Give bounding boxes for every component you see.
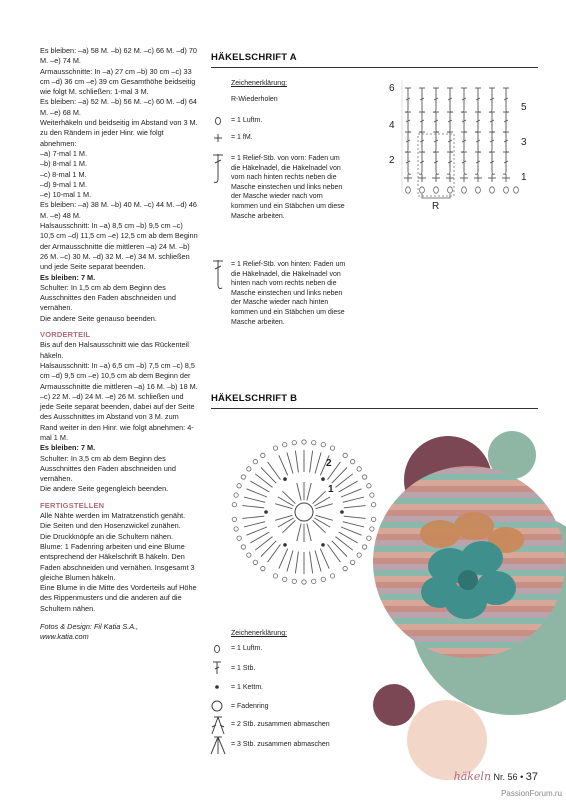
paragraph: Die andere Seite genauso beenden. <box>40 313 157 323</box>
chain-stitch <box>247 553 251 557</box>
paragraph: Weiterhäkeln und beidseitig im Abstand von 3 M. zu den Rändern in jeder Hinr. wie folgt abnehmen: <box>40 118 198 148</box>
chain-stitch <box>362 475 366 479</box>
paragraph: Die Druckknöpfe an die Schultern nähen. <box>40 531 174 541</box>
chain-stitch <box>302 440 306 444</box>
paragraph: Die andere Seite gegengleich beenden. <box>40 484 169 494</box>
petal-stitch <box>261 467 276 483</box>
petal-stitch <box>244 522 265 527</box>
row-label-4: 4 <box>389 120 395 131</box>
post-hook <box>464 172 467 174</box>
chart-a-grid <box>388 80 538 220</box>
chain-stitch-icon <box>210 642 224 656</box>
watermark: PassionForum.ru <box>501 789 562 798</box>
slip-stitch <box>340 510 344 514</box>
legend-title: Zeichenerklärung: <box>231 80 288 87</box>
petal-stitch <box>268 544 281 562</box>
legend-repeat: R-Wiederholen <box>231 96 278 103</box>
slip-stitch <box>283 543 287 547</box>
row-label-5: 5 <box>521 102 527 113</box>
post-hook <box>419 172 422 174</box>
inner-stitch <box>275 504 292 509</box>
paragraph: Eine Blume in die Mitte des Vorderteils auf Höhe des Rippenmusters und die anderen auf die Schultern nähen. <box>40 583 197 613</box>
page-number: 37 <box>525 771 538 783</box>
page-footer: häkeln Nr. 56 • 37 <box>453 770 538 783</box>
section-heading-fertigstellen: FERTIGSTELLEN <box>40 500 105 510</box>
chain-stitch <box>462 187 467 193</box>
chain-stitch <box>253 459 257 463</box>
chain-stitch <box>241 545 245 549</box>
paragraph: Armausschnitte: In –a) 27 cm –b) 30 cm –c) 33 cm –d) 36 cm –e) 39 cm Gesamthöhe beidseitig wie folgt M. schließen: 1-mal 3 M. <box>40 66 196 97</box>
divider <box>211 67 538 68</box>
chain-stitch <box>434 187 439 193</box>
legend-relief-vorn: = 1 Relief-Stb. von vorn: Faden um die Häkelnadel, die Häkelnadel von vorn nach hinten rechts neben die Masche einstechen und links neben der Masche wieder nach vorn kommen und ein Stäbchen um diese Masche arbeiten. <box>231 155 345 220</box>
paragraph: Es bleiben: –a) 52 M. –b) 56 M. –c) 60 M. –d) 64 M. –e) 68 M. <box>40 97 197 117</box>
chain-stitch <box>350 459 354 463</box>
inner-stitch <box>316 504 333 509</box>
paragraph: –a) 7-mal 1 M. <box>40 148 88 158</box>
chain-stitch <box>362 545 366 549</box>
crochet-chart-b <box>222 420 382 600</box>
chain-stitch <box>367 536 371 540</box>
chain-stitch <box>350 560 354 564</box>
legend-b-kettm: = 1 Kettm. <box>231 684 264 691</box>
legend-b-luftm: = 1 Luftm. <box>231 645 263 652</box>
inner-stitch <box>282 520 295 533</box>
petal-stitch <box>343 497 364 502</box>
petal-stitch <box>341 527 361 535</box>
petal-stitch <box>247 489 267 497</box>
inner-stitch <box>314 497 330 506</box>
chain-stitch <box>292 440 296 444</box>
section-title-schrift-b: HÄKELSCHRIFT B <box>211 393 298 404</box>
petal-stitch <box>320 549 329 569</box>
chain-stitch <box>312 440 316 444</box>
legend-luftm: = 1 Luftm. <box>231 117 263 124</box>
petal-stitch <box>344 516 366 518</box>
chain-stitch <box>237 484 241 488</box>
magazine-brand: häkeln <box>453 770 492 783</box>
paragraph: Blume: 1 Fadenring arbeiten und eine Blume entsprechend der Häkelschrift B häkeln. Den Faden abschneiden und vernähen. Insgesamt 3 gleiche Blumen häkeln. <box>40 541 195 582</box>
slip-stitch <box>283 477 287 481</box>
chain-stitch <box>273 446 277 450</box>
petal-stitch <box>328 544 341 562</box>
crochet-chart-a <box>388 80 538 220</box>
chain-stitch-icon <box>212 114 224 128</box>
chain-stitch <box>371 502 375 506</box>
chain-stitch <box>283 443 287 447</box>
paragraph: Schulter: In 1,5 cm ab dem Beginn des Ausschnittes den Faden abschneiden und vernähen. <box>40 282 176 313</box>
chain-stitch <box>241 475 245 479</box>
paragraph: Halsausschnitt: In –a) 6,5 cm –b) 7,5 cm –c) 8,5 cm –d) 9,5 cm –e) 10,5 cm ab dem Beginn der Armausschnitte die mittleren –a) 16 M. –b) 18 M. –c) 22 M. –d) 24 M. –e) 26 M. schließen und jede Seite separat beenden, dabei auf der Seite des Ausschnittes im Abstand von 3 M. zum Rand weiter in den Hinr. wie folgt abnehmen: 4-mal 1 M. <box>40 360 198 442</box>
chain-stitch <box>232 517 236 521</box>
slip-stitch <box>321 477 325 481</box>
slip-stitch <box>264 510 268 514</box>
divider <box>211 408 538 409</box>
chain-stitch <box>371 517 375 521</box>
petal-stitch <box>315 550 321 571</box>
legend-b-stb2: = 2 Stb. zusammen abmaschen <box>231 721 330 728</box>
petal-stitch <box>287 550 293 571</box>
flower-photo <box>370 462 566 662</box>
front-post-dc-icon <box>210 152 226 186</box>
chain-stitch <box>476 187 481 193</box>
inner-stitch <box>278 518 294 527</box>
inner-stitch <box>314 518 330 527</box>
paragraph: Es bleiben: –a) 38 M. –b) 40 M. –c) 44 M. –d) 46 M. –e) 48 M. <box>40 200 197 220</box>
petal-stitch <box>279 549 288 569</box>
petal-stitch <box>295 451 298 473</box>
legend-b-fadenring: = Fadenring <box>231 703 269 710</box>
chain-stitch <box>448 187 453 193</box>
chain-stitch <box>302 580 306 584</box>
petal-stitch <box>242 516 264 518</box>
chain-stitch <box>514 187 519 193</box>
paragraph: Halsausschnitt: In –a) 8,5 cm –b) 9,5 cm –c) 10,5 cm –d) 11,5 cm –e) 12,5 cm ab dem Beginn der Armausschnitte die mittleren –a) 24 M. –b) 26 M. –c) 30 M. –d) 32 M. –e) 34 M. schließen und jede Seite separat beenden. <box>40 221 198 272</box>
chain-stitch <box>273 574 277 578</box>
chain-stitch <box>357 553 361 557</box>
instructions-column <box>40 46 198 643</box>
post-hook <box>447 172 450 174</box>
petal-stitch <box>242 506 264 508</box>
petal-stitch <box>310 552 313 574</box>
row-label-2: 2 <box>389 155 395 166</box>
paragraph: –b) 8-mal 1 M. <box>40 159 88 169</box>
back-post-dc-icon <box>210 258 226 292</box>
post-hook <box>492 172 495 174</box>
chain-stitch <box>370 493 374 497</box>
inner-stitch <box>297 524 301 541</box>
single-crochet-icon <box>212 132 224 144</box>
petal-stitch <box>332 467 347 483</box>
inner-stitch <box>297 483 301 500</box>
dc3tog-icon <box>208 734 228 756</box>
petal-stitch <box>261 541 276 557</box>
round-label-2: 2 <box>326 458 332 469</box>
inner-stitch <box>313 491 326 504</box>
section-title-schrift-a: HÄKELSCHRIFT A <box>211 52 297 63</box>
petal-stitch <box>279 455 288 475</box>
petal-stitch <box>295 552 298 574</box>
chain-stitch <box>234 493 238 497</box>
petal-stitch <box>341 489 361 497</box>
chain-stitch <box>420 187 425 193</box>
paragraph: Es bleiben: 7 M. <box>40 443 96 453</box>
round-label-1: 1 <box>328 484 334 495</box>
double-crochet-icon <box>210 660 224 676</box>
inner-stitch <box>313 520 326 533</box>
legend-relief-hinten: = 1 Relief-Stb. von hinten: Faden um die Häkelnadel, die Häkelnadel von hinten nach vorn rechts neben die Masche einstechen und links neben der Masche wieder nach hinten kommen und ein Stäbchen um diese Masche arbeiten. <box>231 261 346 326</box>
section-heading-vorderteil: VORDERTEIL <box>40 330 91 340</box>
magic-ring-icon <box>209 699 225 713</box>
petal-stitch <box>315 452 321 473</box>
chain-stitch <box>261 453 265 457</box>
chain-stitch <box>343 566 347 570</box>
website-credit: www.katia.com <box>40 632 89 642</box>
chain-stitch <box>232 502 236 506</box>
row-label-6: 6 <box>389 83 395 94</box>
chain-stitch <box>357 467 361 471</box>
chain-stitch <box>321 443 325 447</box>
petal-stitch <box>247 527 267 535</box>
repeat-label: R <box>432 201 440 212</box>
inner-stitch <box>316 515 333 520</box>
post-hook <box>436 172 439 174</box>
chain-stitch <box>370 527 374 531</box>
row-label-1: 1 <box>521 172 527 183</box>
post-hook <box>408 172 411 174</box>
inner-stitch <box>278 497 294 506</box>
paragraph: Es bleiben: 7 M. <box>40 272 96 282</box>
row-label-3: 3 <box>521 137 527 148</box>
paragraph: Es bleiben: –a) 58 M. –b) 62 M. –c) 66 M. –d) 70 M. –e) 74 M. <box>40 46 197 66</box>
chain-stitch <box>261 566 265 570</box>
post-hook <box>475 172 478 174</box>
chain-stitch <box>504 187 509 193</box>
magic-ring <box>295 503 313 521</box>
chain-stitch <box>490 187 495 193</box>
paragraph: Alle Nähte werden im Matratzenstich genäht. <box>40 511 186 521</box>
chain-stitch <box>406 187 411 193</box>
chain-stitch <box>321 577 325 581</box>
chain-stitch <box>247 467 251 471</box>
inner-stitch <box>307 524 311 541</box>
slip-stitch <box>321 543 325 547</box>
chain-stitch <box>367 484 371 488</box>
paragraph: Bis auf den Halsausschnitt wie das Rückenteil häkeln. <box>40 340 189 360</box>
chain-stitch <box>292 579 296 583</box>
chain-stitch <box>237 536 241 540</box>
chain-stitch <box>312 579 316 583</box>
inner-stitch <box>282 491 295 504</box>
chart-b-diagram <box>222 420 382 600</box>
dc2tog-icon <box>208 714 228 736</box>
legend-b-stb: = 1 Stb. <box>231 665 256 672</box>
issue-number: Nr. 56 <box>493 772 518 782</box>
chain-stitch <box>234 527 238 531</box>
petal-stitch <box>244 497 265 502</box>
paragraph: –e) 10-mal 1 M. <box>40 190 92 200</box>
petal-stitch <box>343 522 364 527</box>
photo-credit: Fotos & Design: Fil Katia S.A., <box>40 622 139 632</box>
chain-stitch <box>343 453 347 457</box>
chain-stitch <box>330 574 334 578</box>
paragraph: –c) 8-mal 1 M. <box>40 169 87 179</box>
inner-stitch <box>275 515 292 520</box>
paragraph: Die Seiten und den Hosenzwickel zunähen. <box>40 521 181 531</box>
petal-stitch <box>310 451 313 473</box>
petal-stitch <box>332 541 347 557</box>
petal-stitch <box>344 506 366 508</box>
slip-stitch-icon <box>210 680 224 694</box>
petal-stitch <box>287 452 293 473</box>
legend-fm: = 1 fM. <box>231 134 253 141</box>
petal-stitch <box>268 462 281 480</box>
legend-b-stb3: = 3 Stb. zusammen abmaschen <box>231 741 330 748</box>
chain-stitch <box>283 577 287 581</box>
paragraph: –d) 9-mal 1 M. <box>40 179 88 189</box>
legend-title-b: Zeichenerklärung: <box>231 630 288 637</box>
chain-stitch <box>330 446 334 450</box>
paragraph: Schulter: In 3,5 cm ab dem Beginn des Ausschnittes den Faden abschneiden und vernähen. <box>40 453 176 484</box>
post-hook <box>503 172 506 174</box>
inner-stitch <box>307 483 311 500</box>
chain-stitch <box>253 560 257 564</box>
